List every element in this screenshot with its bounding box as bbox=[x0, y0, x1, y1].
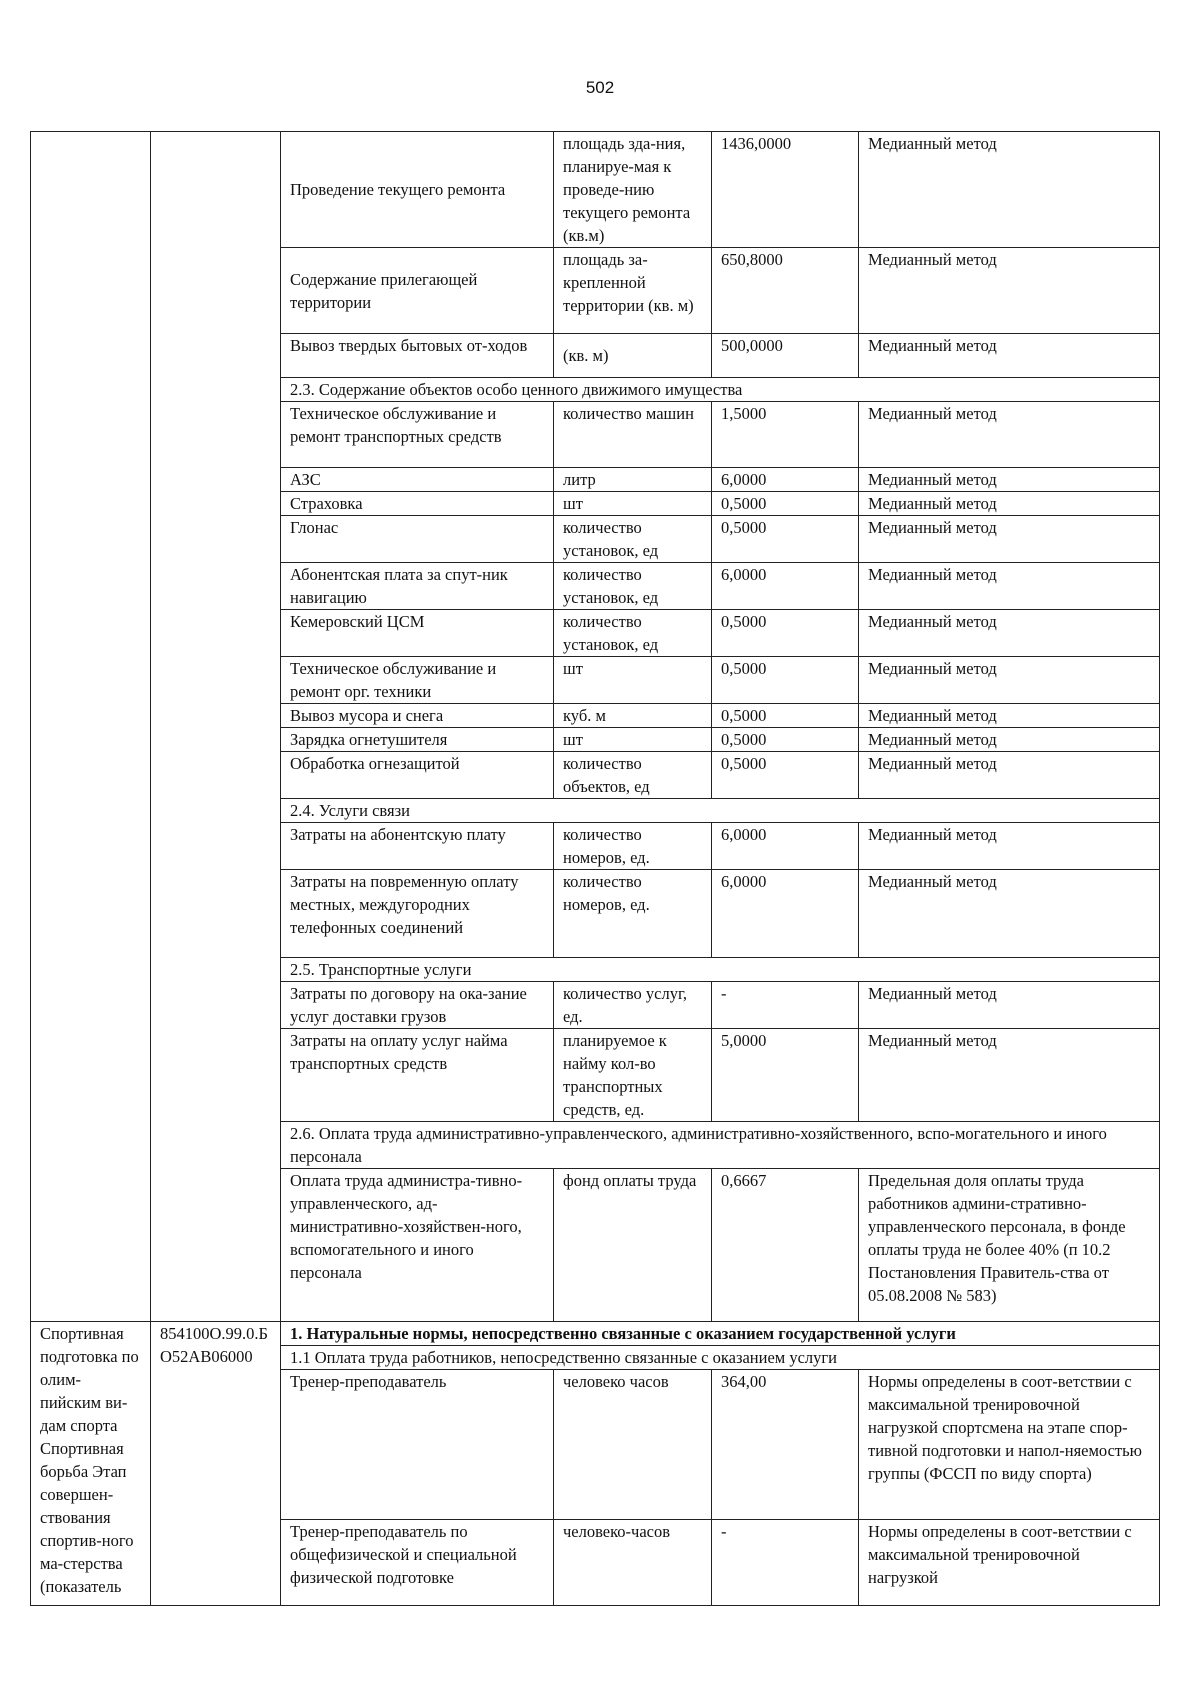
norm-value: 0,5000 bbox=[712, 728, 859, 752]
service-name-cell-empty bbox=[31, 132, 151, 1322]
norm-value: 0,5000 bbox=[712, 610, 859, 657]
cost-item-name: Абонентская плата за спут-ник навигацию bbox=[281, 563, 554, 610]
norm-value: 1436,0000 bbox=[712, 132, 859, 248]
table-row bbox=[31, 132, 1160, 248]
norm-value: - bbox=[712, 982, 859, 1029]
cost-item-name: Затраты на абонентскую плату bbox=[281, 823, 554, 870]
unit-of-measure: шт bbox=[554, 492, 712, 516]
position-name: Тренер-преподаватель по общефизической и специальной физической подготовке bbox=[281, 1520, 554, 1606]
cost-item-name: Вывоз мусора и снега bbox=[281, 704, 554, 728]
section-heading: 2.5. Транспортные услуги bbox=[281, 958, 1160, 982]
section-heading: 2.4. Услуги связи bbox=[281, 799, 1160, 823]
calculation-method: Медианный метод bbox=[859, 492, 1160, 516]
calculation-method: Предельная доля оплаты труда работников админи-стративно-управленческого персонала, в фонде оплаты труда не более 40% (п 10.2 Постановления Правитель-ства от 05.08.2008 № 583) bbox=[859, 1169, 1160, 1322]
cost-item-name: АЗС bbox=[281, 468, 554, 492]
norm-value: 0,5000 bbox=[712, 516, 859, 563]
calculation-method: Медианный метод bbox=[859, 248, 1160, 334]
unit-of-measure: количество установок, ед bbox=[554, 516, 712, 563]
norm-value: 1,5000 bbox=[712, 402, 859, 468]
calculation-method: Медианный метод bbox=[859, 402, 1160, 468]
unit-of-measure: количество установок, ед bbox=[554, 563, 712, 610]
cost-item-name: Затраты на повременную оплату местных, междугородних телефонных соединений bbox=[281, 870, 554, 958]
position-name: Тренер-преподаватель bbox=[281, 1370, 554, 1520]
cost-item-name: Кемеровский ЦСМ bbox=[281, 610, 554, 657]
calculation-method: Медианный метод bbox=[859, 563, 1160, 610]
unit-of-measure: площадь зда-ния, планируе-мая к проведе-нию текущего ремонта (кв.м) bbox=[554, 132, 712, 248]
calculation-method: Медианный метод bbox=[859, 516, 1160, 563]
cost-item-name: Затраты по договору на ока-зание услуг доставки грузов bbox=[281, 982, 554, 1029]
service-code-cell-empty bbox=[151, 132, 281, 1322]
unit-of-measure: площадь за-крепленной территории (кв. м) bbox=[554, 248, 712, 334]
section-heading: 2.3. Содержание объектов особо ценного движимого имущества bbox=[281, 378, 1160, 402]
cost-item-name: Затраты на оплату услуг найма транспортных средств bbox=[281, 1029, 554, 1122]
norm-value: 500,0000 bbox=[712, 334, 859, 378]
cost-item-name: Страховка bbox=[281, 492, 554, 516]
cost-item-name: Обработка огнезащитой bbox=[281, 752, 554, 799]
cost-item-name: Глонас bbox=[281, 516, 554, 563]
calculation-method: Медианный метод bbox=[859, 1029, 1160, 1122]
cost-item-name: Техническое обслуживание и ремонт транспортных средств bbox=[281, 402, 554, 468]
norm-value: 0,5000 bbox=[712, 657, 859, 704]
cost-item-name: Проведение текущего ремонта bbox=[281, 132, 554, 248]
unit-of-measure: количество услуг, ед. bbox=[554, 982, 712, 1029]
unit-of-measure: (кв. м) bbox=[554, 334, 712, 378]
norm-value: 364,00 bbox=[712, 1370, 859, 1520]
unit-of-measure: количество установок, ед bbox=[554, 610, 712, 657]
norm-value: 650,8000 bbox=[712, 248, 859, 334]
natural-norms-heading: 1. Натуральные нормы, непосредственно связанные с оказанием государственной услуги bbox=[281, 1322, 1160, 1346]
section-heading: 2.6. Оплата труда административно-управленческого, административно-хозяйственного, вспо-могательного и иного персонала bbox=[281, 1122, 1160, 1169]
calculation-method: Медианный метод bbox=[859, 870, 1160, 958]
cost-item-name: Техническое обслуживание и ремонт орг. техники bbox=[281, 657, 554, 704]
table-body bbox=[31, 132, 1160, 1606]
cost-item-name: Оплата труда администра-тивно-управленческого, ад-министративно-хозяйствен-ного, вспомогательного и иного персонала bbox=[281, 1169, 554, 1322]
norm-value: 0,5000 bbox=[712, 492, 859, 516]
calculation-method: Медианный метод bbox=[859, 752, 1160, 799]
cost-item-name: Содержание прилегающей территории bbox=[281, 248, 554, 334]
cost-item-name: Вывоз твердых бытовых от-ходов bbox=[281, 334, 554, 378]
unit-of-measure: фонд оплаты труда bbox=[554, 1169, 712, 1322]
unit-of-measure: количество номеров, ед. bbox=[554, 823, 712, 870]
unit-of-measure: количество номеров, ед. bbox=[554, 870, 712, 958]
standards-table bbox=[30, 131, 1160, 1606]
norm-value: 6,0000 bbox=[712, 468, 859, 492]
unit-of-measure: количество объектов, ед bbox=[554, 752, 712, 799]
calculation-method: Медианный метод bbox=[859, 468, 1160, 492]
page-number: 502 bbox=[585, 78, 615, 97]
norm-value: 6,0000 bbox=[712, 563, 859, 610]
unit-of-measure: шт bbox=[554, 657, 712, 704]
norm-value: 0,6667 bbox=[712, 1169, 859, 1322]
norm-value: 0,5000 bbox=[712, 704, 859, 728]
norm-value: 6,0000 bbox=[712, 823, 859, 870]
unit-of-measure: литр bbox=[554, 468, 712, 492]
calculation-method: Нормы определены в соот-ветствии с максимальной тренировочной нагрузкой bbox=[859, 1520, 1160, 1606]
calculation-method: Медианный метод bbox=[859, 823, 1160, 870]
unit-of-measure: куб. м bbox=[554, 704, 712, 728]
norm-value: 5,0000 bbox=[712, 1029, 859, 1122]
norm-value: 0,5000 bbox=[712, 752, 859, 799]
unit-of-measure: планируемое к найму кол-во транспортных средств, ед. bbox=[554, 1029, 712, 1122]
calculation-method: Медианный метод bbox=[859, 132, 1160, 248]
service-code: 854100О.99.0.БО52АВ06000 bbox=[151, 1322, 281, 1606]
calculation-method: Нормы определены в соот-ветствии с максимальной тренировочной нагрузкой спортсмена на этапе спор-тивной подготовки и напол-няемостью группы (ФССП по виду спорта) bbox=[859, 1370, 1160, 1520]
unit-of-measure: человеко-часов bbox=[554, 1520, 712, 1606]
norm-value: - bbox=[712, 1520, 859, 1606]
unit-of-measure: шт bbox=[554, 728, 712, 752]
calculation-method: Медианный метод bbox=[859, 704, 1160, 728]
calculation-method: Медианный метод bbox=[859, 610, 1160, 657]
section-heading: 1.1 Оплата труда работников, непосредственно связанные с оказанием услуги bbox=[281, 1346, 1160, 1370]
calculation-method: Медианный метод bbox=[859, 982, 1160, 1029]
norm-value: 6,0000 bbox=[712, 870, 859, 958]
unit-of-measure: количество машин bbox=[554, 402, 712, 468]
service-name: Спортивная подготовка по олим-пийским ви-дам спорта Спортивная борьба Этап совершен-ствования спортив-ного ма-стерства (показатель bbox=[31, 1322, 151, 1606]
calculation-method: Медианный метод bbox=[859, 728, 1160, 752]
calculation-method: Медианный метод bbox=[859, 334, 1160, 378]
heading-row bbox=[31, 1322, 1160, 1346]
cost-item-name: Зарядка огнетушителя bbox=[281, 728, 554, 752]
unit-of-measure: человеко часов bbox=[554, 1370, 712, 1520]
calculation-method: Медианный метод bbox=[859, 657, 1160, 704]
